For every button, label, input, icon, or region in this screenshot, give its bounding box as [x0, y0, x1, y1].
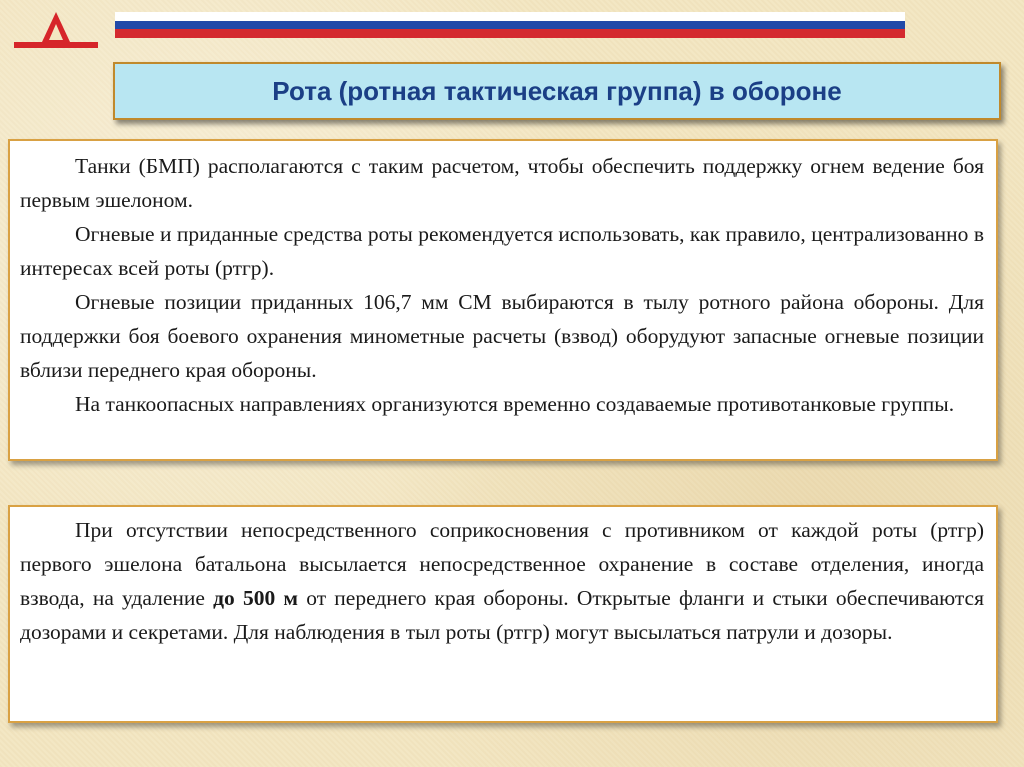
paragraph-security	[20, 513, 984, 649]
security-text-end: от переднего края обороны. Открытые фланги и стыки обеспечиваются дозорами и секретами. Для наблюдения в тыл роты (ртгр) могут высылаться патрули и дозоры.	[20, 586, 984, 644]
distance-emphasis: до 500 м	[213, 586, 299, 610]
paragraph-fire-means: Огневые и приданные средства роты рекомендуется использовать, как правило, централизованно в интересах всей роты (ртгр).	[20, 222, 984, 280]
slide-title-box	[113, 62, 1001, 120]
paragraph-antitank-groups: На танкоопасных направлениях организуются временно создаваемые противотанковые группы.	[75, 392, 955, 416]
slide-title: Рота (ротная тактическая группа) в обороне	[272, 75, 842, 106]
red-triangle-emblem-icon	[12, 10, 100, 52]
flag-white-stripe	[115, 12, 905, 21]
flag-blue-stripe	[115, 21, 905, 29]
text-panel-security	[8, 505, 998, 723]
russian-flag-stripe	[115, 12, 905, 38]
security-text-start: При отсутствии непосредственного соприкосновения с противником от каждой роты (ртгр) первого эшелона батальона высылается непосредственное охранение в составе отделения, иногда взвода, на удаление	[20, 518, 984, 610]
flag-red-stripe	[115, 29, 905, 38]
paragraph-tanks: Танки (БМП) располагаются с таким расчетом, чтобы обеспечить поддержку огнем ведение боя первым эшелоном.	[20, 154, 984, 212]
text-panel-tactics	[8, 139, 998, 461]
paragraph-firing-positions: Огневые позиции приданных 106,7 мм СМ выбираются в тылу ротного района обороны. Для поддержки боя боевого охранения минометные расчеты (взвод) оборудуют запасные огневые позиции вблизи переднего края обороны.	[20, 290, 984, 382]
